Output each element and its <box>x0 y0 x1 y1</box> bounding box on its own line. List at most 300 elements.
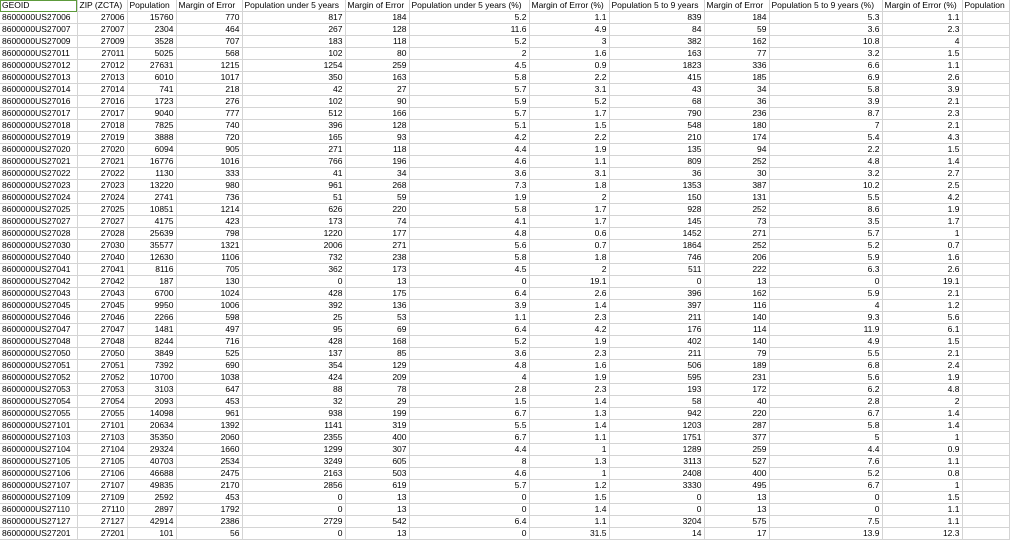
table-cell[interactable]: 1353 <box>609 180 704 192</box>
table-cell[interactable]: 175 <box>345 288 409 300</box>
table-cell[interactable]: 27047 <box>77 324 127 336</box>
table-cell[interactable]: 6.4 <box>409 324 529 336</box>
table-cell[interactable]: 25 <box>242 312 345 324</box>
table-cell[interactable]: 1203 <box>609 420 704 432</box>
table-cell[interactable]: 5.7 <box>409 108 529 120</box>
table-cell[interactable]: 189 <box>704 360 769 372</box>
table-cell[interactable]: 4.6 <box>409 156 529 168</box>
table-cell[interactable]: 173 <box>242 216 345 228</box>
table-cell[interactable]: 16776 <box>127 156 176 168</box>
table-cell[interactable]: 1.4 <box>882 420 962 432</box>
table-cell[interactable]: 9950 <box>127 300 176 312</box>
table-cell[interactable]: 236 <box>704 108 769 120</box>
table-cell[interactable] <box>962 516 1009 528</box>
column-header[interactable]: Population <box>962 0 1009 12</box>
table-cell[interactable]: 27043 <box>77 288 127 300</box>
table-cell[interactable]: 428 <box>242 288 345 300</box>
table-cell[interactable]: 382 <box>609 36 704 48</box>
table-cell[interactable]: 8600000US27043 <box>0 288 77 300</box>
table-cell[interactable]: 95 <box>242 324 345 336</box>
table-cell[interactable]: 1299 <box>242 444 345 456</box>
table-cell[interactable]: 1.8 <box>529 180 609 192</box>
table-cell[interactable]: 1016 <box>176 156 242 168</box>
table-cell[interactable]: 746 <box>609 252 704 264</box>
table-cell[interactable]: 5.6 <box>882 312 962 324</box>
table-cell[interactable]: 10.2 <box>769 180 882 192</box>
table-cell[interactable]: 497 <box>176 324 242 336</box>
table-cell[interactable]: 1.1 <box>882 12 962 24</box>
table-cell[interactable]: 187 <box>127 276 176 288</box>
table-cell[interactable]: 1254 <box>242 60 345 72</box>
table-cell[interactable]: 354 <box>242 360 345 372</box>
table-cell[interactable]: 94 <box>704 144 769 156</box>
column-header[interactable]: Margin of Error <box>176 0 242 12</box>
table-cell[interactable]: 980 <box>176 180 242 192</box>
table-cell[interactable]: 1452 <box>609 228 704 240</box>
table-cell[interactable]: 185 <box>704 72 769 84</box>
table-cell[interactable]: 84 <box>609 24 704 36</box>
table-cell[interactable]: 27009 <box>77 36 127 48</box>
table-cell[interactable]: 0.9 <box>529 60 609 72</box>
table-cell[interactable]: 14098 <box>127 408 176 420</box>
table-cell[interactable]: 42 <box>242 84 345 96</box>
table-cell[interactable]: 259 <box>345 60 409 72</box>
table-cell[interactable]: 8600000US27109 <box>0 492 77 504</box>
table-cell[interactable]: 1.3 <box>529 456 609 468</box>
table-cell[interactable]: 128 <box>345 24 409 36</box>
table-cell[interactable]: 506 <box>609 360 704 372</box>
table-cell[interactable]: 6.1 <box>882 324 962 336</box>
table-cell[interactable]: 423 <box>176 216 242 228</box>
table-cell[interactable]: 27110 <box>77 504 127 516</box>
table-cell[interactable]: 35350 <box>127 432 176 444</box>
table-cell[interactable]: 741 <box>127 84 176 96</box>
column-header[interactable]: Population 5 to 9 years (%) <box>769 0 882 12</box>
table-cell[interactable] <box>962 168 1009 180</box>
table-cell[interactable] <box>962 432 1009 444</box>
table-cell[interactable]: 5.6 <box>769 372 882 384</box>
table-cell[interactable]: 128 <box>345 120 409 132</box>
table-cell[interactable]: 2.3 <box>529 348 609 360</box>
table-cell[interactable]: 162 <box>704 288 769 300</box>
table-cell[interactable]: 27016 <box>77 96 127 108</box>
table-cell[interactable]: 271 <box>345 240 409 252</box>
table-cell[interactable]: 252 <box>704 156 769 168</box>
table-cell[interactable]: 2093 <box>127 396 176 408</box>
table-cell[interactable]: 1 <box>529 444 609 456</box>
table-cell[interactable]: 4.9 <box>769 336 882 348</box>
table-cell[interactable]: 1.6 <box>529 48 609 60</box>
table-cell[interactable]: 0 <box>769 276 882 288</box>
table-cell[interactable]: 705 <box>176 264 242 276</box>
table-cell[interactable]: 2 <box>529 192 609 204</box>
table-cell[interactable]: 2.3 <box>882 108 962 120</box>
table-cell[interactable]: 165 <box>242 132 345 144</box>
table-cell[interactable]: 287 <box>704 420 769 432</box>
column-header[interactable]: Margin of Error <box>345 0 409 12</box>
table-cell[interactable]: 333 <box>176 168 242 180</box>
table-cell[interactable]: 1.1 <box>529 516 609 528</box>
table-cell[interactable]: 5.8 <box>409 252 529 264</box>
table-cell[interactable] <box>962 264 1009 276</box>
table-cell[interactable]: 512 <box>242 108 345 120</box>
table-cell[interactable]: 199 <box>345 408 409 420</box>
table-cell[interactable]: 85 <box>345 348 409 360</box>
table-cell[interactable]: 252 <box>704 240 769 252</box>
table-cell[interactable] <box>962 156 1009 168</box>
table-cell[interactable]: 5.9 <box>409 96 529 108</box>
table-cell[interactable]: 5.1 <box>409 120 529 132</box>
table-cell[interactable]: 736 <box>176 192 242 204</box>
table-cell[interactable]: 402 <box>609 336 704 348</box>
table-cell[interactable]: 790 <box>609 108 704 120</box>
table-cell[interactable]: 27040 <box>77 252 127 264</box>
table-cell[interactable]: 211 <box>609 312 704 324</box>
table-cell[interactable]: 647 <box>176 384 242 396</box>
table-cell[interactable]: 78 <box>345 384 409 396</box>
table-cell[interactable]: 5.2 <box>529 96 609 108</box>
table-cell[interactable]: 32 <box>242 396 345 408</box>
table-cell[interactable]: 13.9 <box>769 528 882 540</box>
table-cell[interactable]: 8600000US27055 <box>0 408 77 420</box>
table-cell[interactable]: 4.4 <box>769 444 882 456</box>
table-cell[interactable]: 1.7 <box>529 216 609 228</box>
table-cell[interactable]: 271 <box>704 228 769 240</box>
table-cell[interactable]: 1.4 <box>882 156 962 168</box>
table-cell[interactable] <box>962 84 1009 96</box>
table-cell[interactable] <box>962 180 1009 192</box>
table-cell[interactable]: 3849 <box>127 348 176 360</box>
table-cell[interactable] <box>962 408 1009 420</box>
table-cell[interactable] <box>962 96 1009 108</box>
table-cell[interactable]: 942 <box>609 408 704 420</box>
table-cell[interactable]: 595 <box>609 372 704 384</box>
table-cell[interactable]: 4 <box>769 300 882 312</box>
table-cell[interactable]: 27054 <box>77 396 127 408</box>
table-cell[interactable]: 8600000US27054 <box>0 396 77 408</box>
table-cell[interactable]: 0.8 <box>882 468 962 480</box>
table-cell[interactable]: 34 <box>704 84 769 96</box>
table-cell[interactable]: 0 <box>409 492 529 504</box>
table-cell[interactable]: 27014 <box>77 84 127 96</box>
table-cell[interactable] <box>962 300 1009 312</box>
column-header[interactable]: GEOID <box>0 0 77 12</box>
table-cell[interactable]: 220 <box>345 204 409 216</box>
table-cell[interactable]: 4.3 <box>882 132 962 144</box>
table-cell[interactable]: 5.2 <box>769 240 882 252</box>
table-cell[interactable]: 25639 <box>127 228 176 240</box>
table-cell[interactable]: 3 <box>529 36 609 48</box>
table-cell[interactable]: 424 <box>242 372 345 384</box>
table-cell[interactable]: 6.7 <box>769 408 882 420</box>
table-cell[interactable]: 3.2 <box>769 48 882 60</box>
table-cell[interactable]: 6.4 <box>409 516 529 528</box>
table-cell[interactable]: 511 <box>609 264 704 276</box>
table-cell[interactable]: 27107 <box>77 480 127 492</box>
table-cell[interactable]: 27104 <box>77 444 127 456</box>
table-cell[interactable]: 1214 <box>176 204 242 216</box>
table-cell[interactable]: 740 <box>176 120 242 132</box>
table-cell[interactable]: 8600000US27017 <box>0 108 77 120</box>
table-cell[interactable]: 6.3 <box>769 264 882 276</box>
table-cell[interactable]: 690 <box>176 360 242 372</box>
table-cell[interactable]: 1.5 <box>882 48 962 60</box>
table-cell[interactable]: 8600000US27103 <box>0 432 77 444</box>
table-cell[interactable]: 8600000US27014 <box>0 84 77 96</box>
table-cell[interactable]: 1392 <box>176 420 242 432</box>
table-cell[interactable]: 118 <box>345 36 409 48</box>
table-cell[interactable]: 400 <box>345 432 409 444</box>
table-cell[interactable]: 2 <box>529 264 609 276</box>
table-cell[interactable]: 101 <box>127 528 176 540</box>
table-cell[interactable]: 626 <box>242 204 345 216</box>
table-cell[interactable] <box>962 132 1009 144</box>
table-cell[interactable]: 8600000US27027 <box>0 216 77 228</box>
table-cell[interactable]: 6.9 <box>769 72 882 84</box>
table-cell[interactable]: 1751 <box>609 432 704 444</box>
table-cell[interactable]: 10851 <box>127 204 176 216</box>
table-cell[interactable] <box>962 372 1009 384</box>
table-cell[interactable]: 8600000US27053 <box>0 384 77 396</box>
table-cell[interactable]: 362 <box>242 264 345 276</box>
table-cell[interactable]: 3.5 <box>769 216 882 228</box>
table-cell[interactable] <box>962 336 1009 348</box>
table-cell[interactable]: 102 <box>242 48 345 60</box>
table-cell[interactable]: 1220 <box>242 228 345 240</box>
table-cell[interactable]: 5.5 <box>769 192 882 204</box>
table-cell[interactable]: 1038 <box>176 372 242 384</box>
table-cell[interactable] <box>962 492 1009 504</box>
table-cell[interactable]: 0 <box>769 504 882 516</box>
table-cell[interactable]: 961 <box>176 408 242 420</box>
table-cell[interactable]: 3113 <box>609 456 704 468</box>
table-cell[interactable]: 777 <box>176 108 242 120</box>
table-cell[interactable]: 2.4 <box>882 360 962 372</box>
table-cell[interactable]: 5025 <box>127 48 176 60</box>
table-cell[interactable] <box>962 240 1009 252</box>
table-cell[interactable]: 8600000US27040 <box>0 252 77 264</box>
table-cell[interactable]: 88 <box>242 384 345 396</box>
table-cell[interactable]: 2.1 <box>882 288 962 300</box>
table-cell[interactable]: 1 <box>882 228 962 240</box>
table-cell[interactable]: 6.7 <box>409 432 529 444</box>
table-cell[interactable]: 218 <box>176 84 242 96</box>
table-cell[interactable]: 1.1 <box>882 516 962 528</box>
table-cell[interactable]: 5.2 <box>769 468 882 480</box>
table-cell[interactable]: 2729 <box>242 516 345 528</box>
table-cell[interactable]: 13 <box>704 504 769 516</box>
table-cell[interactable] <box>962 384 1009 396</box>
table-cell[interactable]: 172 <box>704 384 769 396</box>
table-cell[interactable]: 2.2 <box>769 144 882 156</box>
table-cell[interactable]: 90 <box>345 96 409 108</box>
table-cell[interactable]: 1006 <box>176 300 242 312</box>
table-cell[interactable] <box>962 348 1009 360</box>
table-cell[interactable]: 8600000US27025 <box>0 204 77 216</box>
table-cell[interactable]: 209 <box>345 372 409 384</box>
table-cell[interactable]: 2534 <box>176 456 242 468</box>
table-cell[interactable]: 8600000US27201 <box>0 528 77 540</box>
table-cell[interactable]: 1321 <box>176 240 242 252</box>
table-cell[interactable]: 2.3 <box>882 24 962 36</box>
table-cell[interactable]: 27025 <box>77 204 127 216</box>
table-cell[interactable]: 387 <box>704 180 769 192</box>
table-cell[interactable]: 2592 <box>127 492 176 504</box>
table-cell[interactable]: 27021 <box>77 156 127 168</box>
table-cell[interactable]: 130 <box>176 276 242 288</box>
table-cell[interactable]: 7.3 <box>409 180 529 192</box>
table-cell[interactable]: 3103 <box>127 384 176 396</box>
table-cell[interactable]: 27018 <box>77 120 127 132</box>
table-cell[interactable]: 11.6 <box>409 24 529 36</box>
table-cell[interactable]: 2 <box>409 48 529 60</box>
table-cell[interactable]: 180 <box>704 120 769 132</box>
table-cell[interactable]: 27011 <box>77 48 127 60</box>
table-cell[interactable]: 770 <box>176 12 242 24</box>
table-cell[interactable]: 1.4 <box>529 300 609 312</box>
table-cell[interactable]: 0 <box>609 504 704 516</box>
table-cell[interactable]: 905 <box>176 144 242 156</box>
table-cell[interactable]: 1017 <box>176 72 242 84</box>
table-cell[interactable]: 1.2 <box>882 300 962 312</box>
table-cell[interactable]: 46688 <box>127 468 176 480</box>
table-cell[interactable]: 27050 <box>77 348 127 360</box>
table-cell[interactable]: 20634 <box>127 420 176 432</box>
table-cell[interactable]: 4.6 <box>409 468 529 480</box>
table-cell[interactable]: 839 <box>609 12 704 24</box>
table-cell[interactable]: 527 <box>704 456 769 468</box>
table-cell[interactable]: 1.9 <box>529 144 609 156</box>
table-cell[interactable]: 15760 <box>127 12 176 24</box>
table-cell[interactable]: 2741 <box>127 192 176 204</box>
table-cell[interactable]: 79 <box>704 348 769 360</box>
table-cell[interactable] <box>962 24 1009 36</box>
table-cell[interactable]: 2355 <box>242 432 345 444</box>
table-cell[interactable]: 59 <box>345 192 409 204</box>
table-cell[interactable]: 2266 <box>127 312 176 324</box>
table-cell[interactable]: 1.9 <box>529 372 609 384</box>
table-cell[interactable]: 1.9 <box>882 372 962 384</box>
table-cell[interactable]: 5.7 <box>409 84 529 96</box>
table-cell[interactable]: 6700 <box>127 288 176 300</box>
table-cell[interactable] <box>962 360 1009 372</box>
table-cell[interactable]: 2.1 <box>882 120 962 132</box>
table-cell[interactable]: 3.9 <box>769 96 882 108</box>
table-cell[interactable]: 2 <box>882 396 962 408</box>
table-cell[interactable]: 1 <box>882 480 962 492</box>
table-cell[interactable]: 150 <box>609 192 704 204</box>
table-cell[interactable]: 2.2 <box>529 72 609 84</box>
table-cell[interactable]: 13 <box>345 504 409 516</box>
table-cell[interactable]: 1823 <box>609 60 704 72</box>
table-cell[interactable]: 1792 <box>176 504 242 516</box>
table-cell[interactable]: 542 <box>345 516 409 528</box>
table-cell[interactable] <box>962 60 1009 72</box>
table-cell[interactable]: 162 <box>704 36 769 48</box>
table-cell[interactable]: 41 <box>242 168 345 180</box>
table-cell[interactable]: 8600000US27051 <box>0 360 77 372</box>
table-cell[interactable]: 30 <box>704 168 769 180</box>
table-cell[interactable]: 1289 <box>609 444 704 456</box>
column-header[interactable]: Population under 5 years (%) <box>409 0 529 12</box>
table-cell[interactable]: 129 <box>345 360 409 372</box>
table-cell[interactable]: 1.6 <box>529 360 609 372</box>
table-cell[interactable]: 8600000US27110 <box>0 504 77 516</box>
table-cell[interactable]: 0 <box>409 276 529 288</box>
table-cell[interactable]: 2.6 <box>882 72 962 84</box>
table-cell[interactable]: 27105 <box>77 456 127 468</box>
table-cell[interactable]: 8600000US27041 <box>0 264 77 276</box>
table-cell[interactable]: 8600000US27018 <box>0 120 77 132</box>
table-cell[interactable]: 11.9 <box>769 324 882 336</box>
table-cell[interactable]: 19.1 <box>882 276 962 288</box>
table-cell[interactable]: 177 <box>345 228 409 240</box>
table-cell[interactable]: 5.8 <box>769 420 882 432</box>
table-cell[interactable]: 27007 <box>77 24 127 36</box>
table-cell[interactable]: 8244 <box>127 336 176 348</box>
table-cell[interactable]: 8600000US27016 <box>0 96 77 108</box>
column-header[interactable]: Margin of Error (%) <box>882 0 962 12</box>
table-cell[interactable]: 2.2 <box>529 132 609 144</box>
table-cell[interactable]: 495 <box>704 480 769 492</box>
table-cell[interactable]: 8600000US27019 <box>0 132 77 144</box>
table-cell[interactable] <box>962 288 1009 300</box>
table-cell[interactable]: 8600000US27127 <box>0 516 77 528</box>
table-cell[interactable]: 8600000US27048 <box>0 336 77 348</box>
table-cell[interactable]: 4.5 <box>409 264 529 276</box>
table-cell[interactable]: 27012 <box>77 60 127 72</box>
table-cell[interactable]: 27631 <box>127 60 176 72</box>
table-cell[interactable] <box>962 204 1009 216</box>
table-cell[interactable]: 27013 <box>77 72 127 84</box>
table-cell[interactable]: 80 <box>345 48 409 60</box>
table-cell[interactable]: 4.2 <box>882 192 962 204</box>
table-cell[interactable] <box>962 48 1009 60</box>
table-cell[interactable]: 34 <box>345 168 409 180</box>
table-cell[interactable]: 1.3 <box>529 408 609 420</box>
table-cell[interactable]: 27201 <box>77 528 127 540</box>
table-cell[interactable]: 3.6 <box>409 348 529 360</box>
table-cell[interactable]: 36 <box>609 168 704 180</box>
table-cell[interactable]: 27055 <box>77 408 127 420</box>
table-cell[interactable] <box>962 444 1009 456</box>
table-cell[interactable]: 7.6 <box>769 456 882 468</box>
table-cell[interactable]: 27046 <box>77 312 127 324</box>
table-cell[interactable]: 13 <box>704 276 769 288</box>
table-cell[interactable]: 12.3 <box>882 528 962 540</box>
table-cell[interactable]: 2408 <box>609 468 704 480</box>
column-header[interactable]: Margin of Error (%) <box>529 0 609 12</box>
table-cell[interactable]: 27042 <box>77 276 127 288</box>
table-cell[interactable]: 619 <box>345 480 409 492</box>
table-cell[interactable]: 336 <box>704 60 769 72</box>
table-cell[interactable]: 3528 <box>127 36 176 48</box>
table-cell[interactable]: 2060 <box>176 432 242 444</box>
table-cell[interactable]: 5.2 <box>409 336 529 348</box>
table-cell[interactable]: 4.2 <box>529 324 609 336</box>
table-cell[interactable]: 8600000US27028 <box>0 228 77 240</box>
table-cell[interactable]: 27019 <box>77 132 127 144</box>
table-cell[interactable]: 0 <box>242 504 345 516</box>
column-header[interactable]: ZIP (ZCTA) <box>77 0 127 12</box>
table-cell[interactable]: 27106 <box>77 468 127 480</box>
table-cell[interactable]: 0.7 <box>882 240 962 252</box>
table-cell[interactable]: 8600000US27042 <box>0 276 77 288</box>
table-cell[interactable]: 27023 <box>77 180 127 192</box>
table-cell[interactable]: 27 <box>345 84 409 96</box>
table-cell[interactable]: 163 <box>345 72 409 84</box>
table-cell[interactable] <box>962 108 1009 120</box>
